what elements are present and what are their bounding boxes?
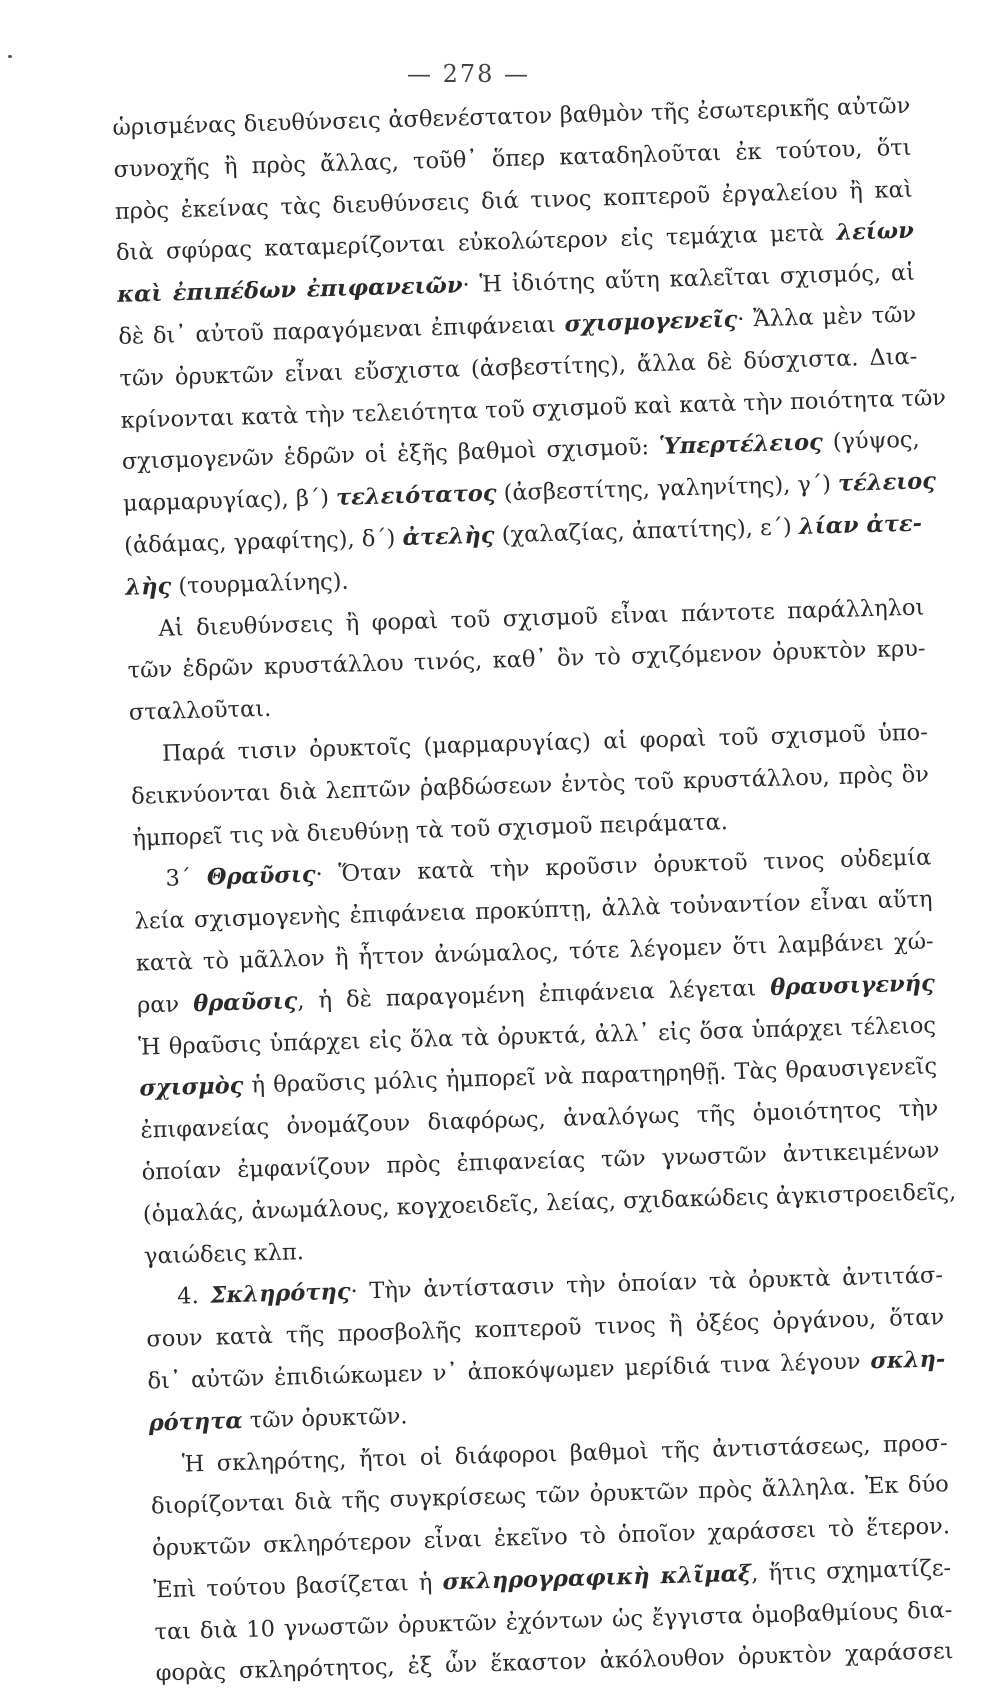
- text-segment: (γύψος,: [822, 426, 920, 456]
- text-segment: (χαλαζίας, ἀπατίτης), ε΄): [494, 513, 800, 549]
- text-segment: συνοχῆς ἢ πρὸς ἄλλας, τοῦθ᾽ ὅπερ καταδηλοῦται ἐκ τούτου, ὅτι: [113, 134, 912, 183]
- text-segment: ἡ θραῦσις μόλις ἠμπορεῖ νὰ παρατηρηθῇ. Τὰς θραυσιγενεῖς: [243, 1053, 938, 1100]
- text-segment: δὲ δι᾽ αὐτοῦ παραγόμεναι ἐπιφάνειαι: [118, 311, 565, 350]
- emphasized-term: λὴς: [125, 573, 172, 601]
- emphasized-term: λείων: [836, 218, 915, 247]
- text-segment: τῶν ὀρυκτῶν.: [242, 1402, 408, 1434]
- body-text: [112, 86, 957, 1696]
- text-segment: τῶν ὀρυκτῶν εἶναι εὔσχιστα (ἀσβεστίτης), ἄλλα δὲ δύσχιστα. Δια-: [119, 343, 918, 392]
- emphasized-term: ρότητα: [148, 1407, 244, 1437]
- text-segment: , ἡ δὲ παραγομένη ἐπιφάνεια λέγεται: [296, 974, 771, 1014]
- text-segment: (ἀδάμας, γραφίτης), δ΄): [123, 525, 403, 559]
- text-segment: λεία σχισμογενὴς ἐπιφάνεια προκύπτῃ, ἀλλὰ τοὐναντίον εἶναι αὕτη: [134, 886, 933, 935]
- text-segment: μαρμαρυγίας), β΄): [122, 485, 337, 518]
- emphasized-term: σχισμὸς: [139, 1073, 244, 1102]
- text-segment: τῶν ἑδρῶν κρυστάλλου τινός, καθ᾽ ὃν τὸ σχιζόμενον ὀρυκτὸν κρυ-: [127, 635, 926, 685]
- text-segment: (ὁμαλάς, ἀνωμάλους, κογχοειδεῖς, λείας, σχιδακώδεις ἀγκιστροειδεῖς,: [142, 1178, 957, 1228]
- emphasized-term: καὶ ἐπιπέδων ἐπιφανειῶν: [116, 272, 463, 309]
- text-segment: σταλλοῦται.: [128, 695, 272, 726]
- text-segment: ὁποίαν ἐμφανίζουν πρὸς ἐπιφανείας τῶν γνωστῶν ἀντικειμένων: [141, 1137, 940, 1186]
- text-segment: ἐπιφανείας ὀνομάζουν διαφόρως, ἀναλόγως τῆς ὁμοιότητος τὴν: [140, 1095, 939, 1144]
- emphasized-term: λίαν ἀτε-: [798, 510, 923, 540]
- text-segment: ὡρισμένας διευθύνσεις ἀσθενέστατον βαθμὸν τῆς ἐσωτερικῆς αὐτῶν: [112, 92, 911, 141]
- emphasized-term: τελειότατος: [335, 480, 497, 512]
- text-segment: Ἐπὶ τούτου βασίζεται ἡ: [153, 1569, 443, 1604]
- text-segment: κατὰ τὸ μᾶλλον ἢ ἧττον ἀνώμαλος, τότε λέγομεν ὅτι λαμβάνει χώ-: [135, 928, 934, 977]
- emphasized-term: ἀτελὴς: [402, 522, 495, 552]
- emphasized-term: Ὑπερτέλειος: [658, 429, 824, 461]
- text-segment: ται διὰ 10 γνωστῶν ὀρυκτῶν ἐχόντων ὡς ἔγγιστα ὁμοβαθμίους δια-: [154, 1596, 953, 1646]
- emphasized-term: σκληρογραφικὴ κλῖμαξ: [442, 1560, 752, 1596]
- text-segment: φορὰς σκληρότητος, ἐξ ὧν ἕκαστον ἀκόλουθον ὀρυκτὸν χαράσσει: [155, 1638, 954, 1687]
- emphasized-term: τέλειος: [837, 468, 937, 498]
- text-segment: κρίνονται κατὰ τὴν τελειότητα τοῦ σχισμοῦ καὶ κατὰ τὴν ποιότητα τῶν: [120, 384, 947, 434]
- text-segment: Ἡ θραῦσις ὑπάρχει εἰς ὅλα τὰ ὀρυκτά, ἀλλ᾽ εἰς ὅσα ὑπάρχει τέλειος: [137, 1011, 937, 1061]
- emphasized-term: θραῦσις: [192, 987, 298, 1017]
- emphasized-term: θραυσιγενής: [769, 970, 936, 1001]
- text-segment: δι᾽ αὐτῶν ἐπιδιώκωμεν ν᾽ ἀποκόψωμεν μερίδιά τινα λέγουν: [147, 1348, 871, 1395]
- text-segment: Παρά τισιν ὀρυκτοῖς (μαρμαρυγίας) αἱ φοραὶ τοῦ σχισμοῦ ὑπο-: [161, 719, 929, 767]
- page-number: — 278 —: [406, 60, 531, 88]
- text-segment: (τουρμαλίνης).: [170, 568, 349, 600]
- text-segment: · Τὴν ἀντίστασιν τὴν ὁποίαν τὰ ὀρυκτὰ ἀντιτάσ-: [350, 1262, 944, 1306]
- text-segment: ὀρυκτῶν σκληρότερον εἶναι ἐκεῖνο τὸ ὁποῖον χαράσσει τὸ ἕτερον.: [151, 1513, 951, 1562]
- emphasized-term: σκλη-: [869, 1346, 946, 1375]
- text-segment: , ἥτις σχηματίζε-: [750, 1555, 952, 1587]
- text-segment: δεικνύονται διὰ λεπτῶν ῥαβδώσεων ἐντὸς τοῦ κρυστάλλου, πρὸς ὃν: [130, 761, 930, 810]
- text-segment: ἠμπορεῖ τις νὰ διευθύνῃ τὰ τοῦ σχισμοῦ πειράματα.: [132, 808, 729, 852]
- text-segment: · Ὅταν κατὰ τὴν κροῦσιν ὀρυκτοῦ τινος οὐδεμία: [315, 844, 932, 888]
- text-segment: γαιώδεις κλπ.: [143, 1238, 305, 1270]
- emphasized-term: σχισμογενεῖς: [564, 306, 738, 338]
- text-segment: Ἡ σκληρότης, ἤτοι οἱ διάφοροι βαθμοὶ τῆς ἀντιστάσεως, προσ-: [181, 1429, 948, 1478]
- text-segment: πρὸς ἐκείνας τὰς διευθύνσεις διά τινος κοπτεροῦ ἐργαλείου ἢ καὶ: [114, 176, 913, 225]
- text-segment: Αἱ διευθύνσεις ἢ φοραὶ τοῦ σχισμοῦ εἶναι πάντοτε παράλληλοι: [158, 594, 925, 642]
- text-segment: 3΄: [165, 864, 208, 893]
- emphasized-term: Θραῦσις: [206, 861, 316, 891]
- text-segment: · Ἄλλα μὲν τῶν: [736, 301, 917, 333]
- emphasized-term: Σκληρότης: [210, 1279, 351, 1310]
- text-segment: διορίζονται διὰ τῆς συγκρίσεως τῶν ὀρυκτῶν πρὸς ἄλληλα. Ἐκ δύο: [150, 1471, 950, 1520]
- text-segment: (ἀσβεστίτης, γαληνίτης), γ΄): [496, 471, 839, 507]
- text-segment: · Ἡ ἰδιότης αὕτη καλεῖται σχισμός, αἱ: [462, 259, 916, 299]
- ink-speck: [8, 55, 12, 58]
- text-segment: σχισμογενῶν ἑδρῶν οἱ ἑξῆς βαθμοὶ σχισμοῦ:: [121, 434, 660, 476]
- text-segment: σουν κατὰ τῆς προσβολῆς κοπτεροῦ τινος ἢ ὀξέος ὀργάνου, ὅταν: [146, 1304, 945, 1353]
- text-segment: 4.: [176, 1283, 211, 1310]
- text-segment: ραν: [136, 990, 194, 1019]
- text-segment: διὰ σφύρας καταμερίζονται εὐκολώτερον εἰς τεμάχια μετὰ: [115, 220, 837, 267]
